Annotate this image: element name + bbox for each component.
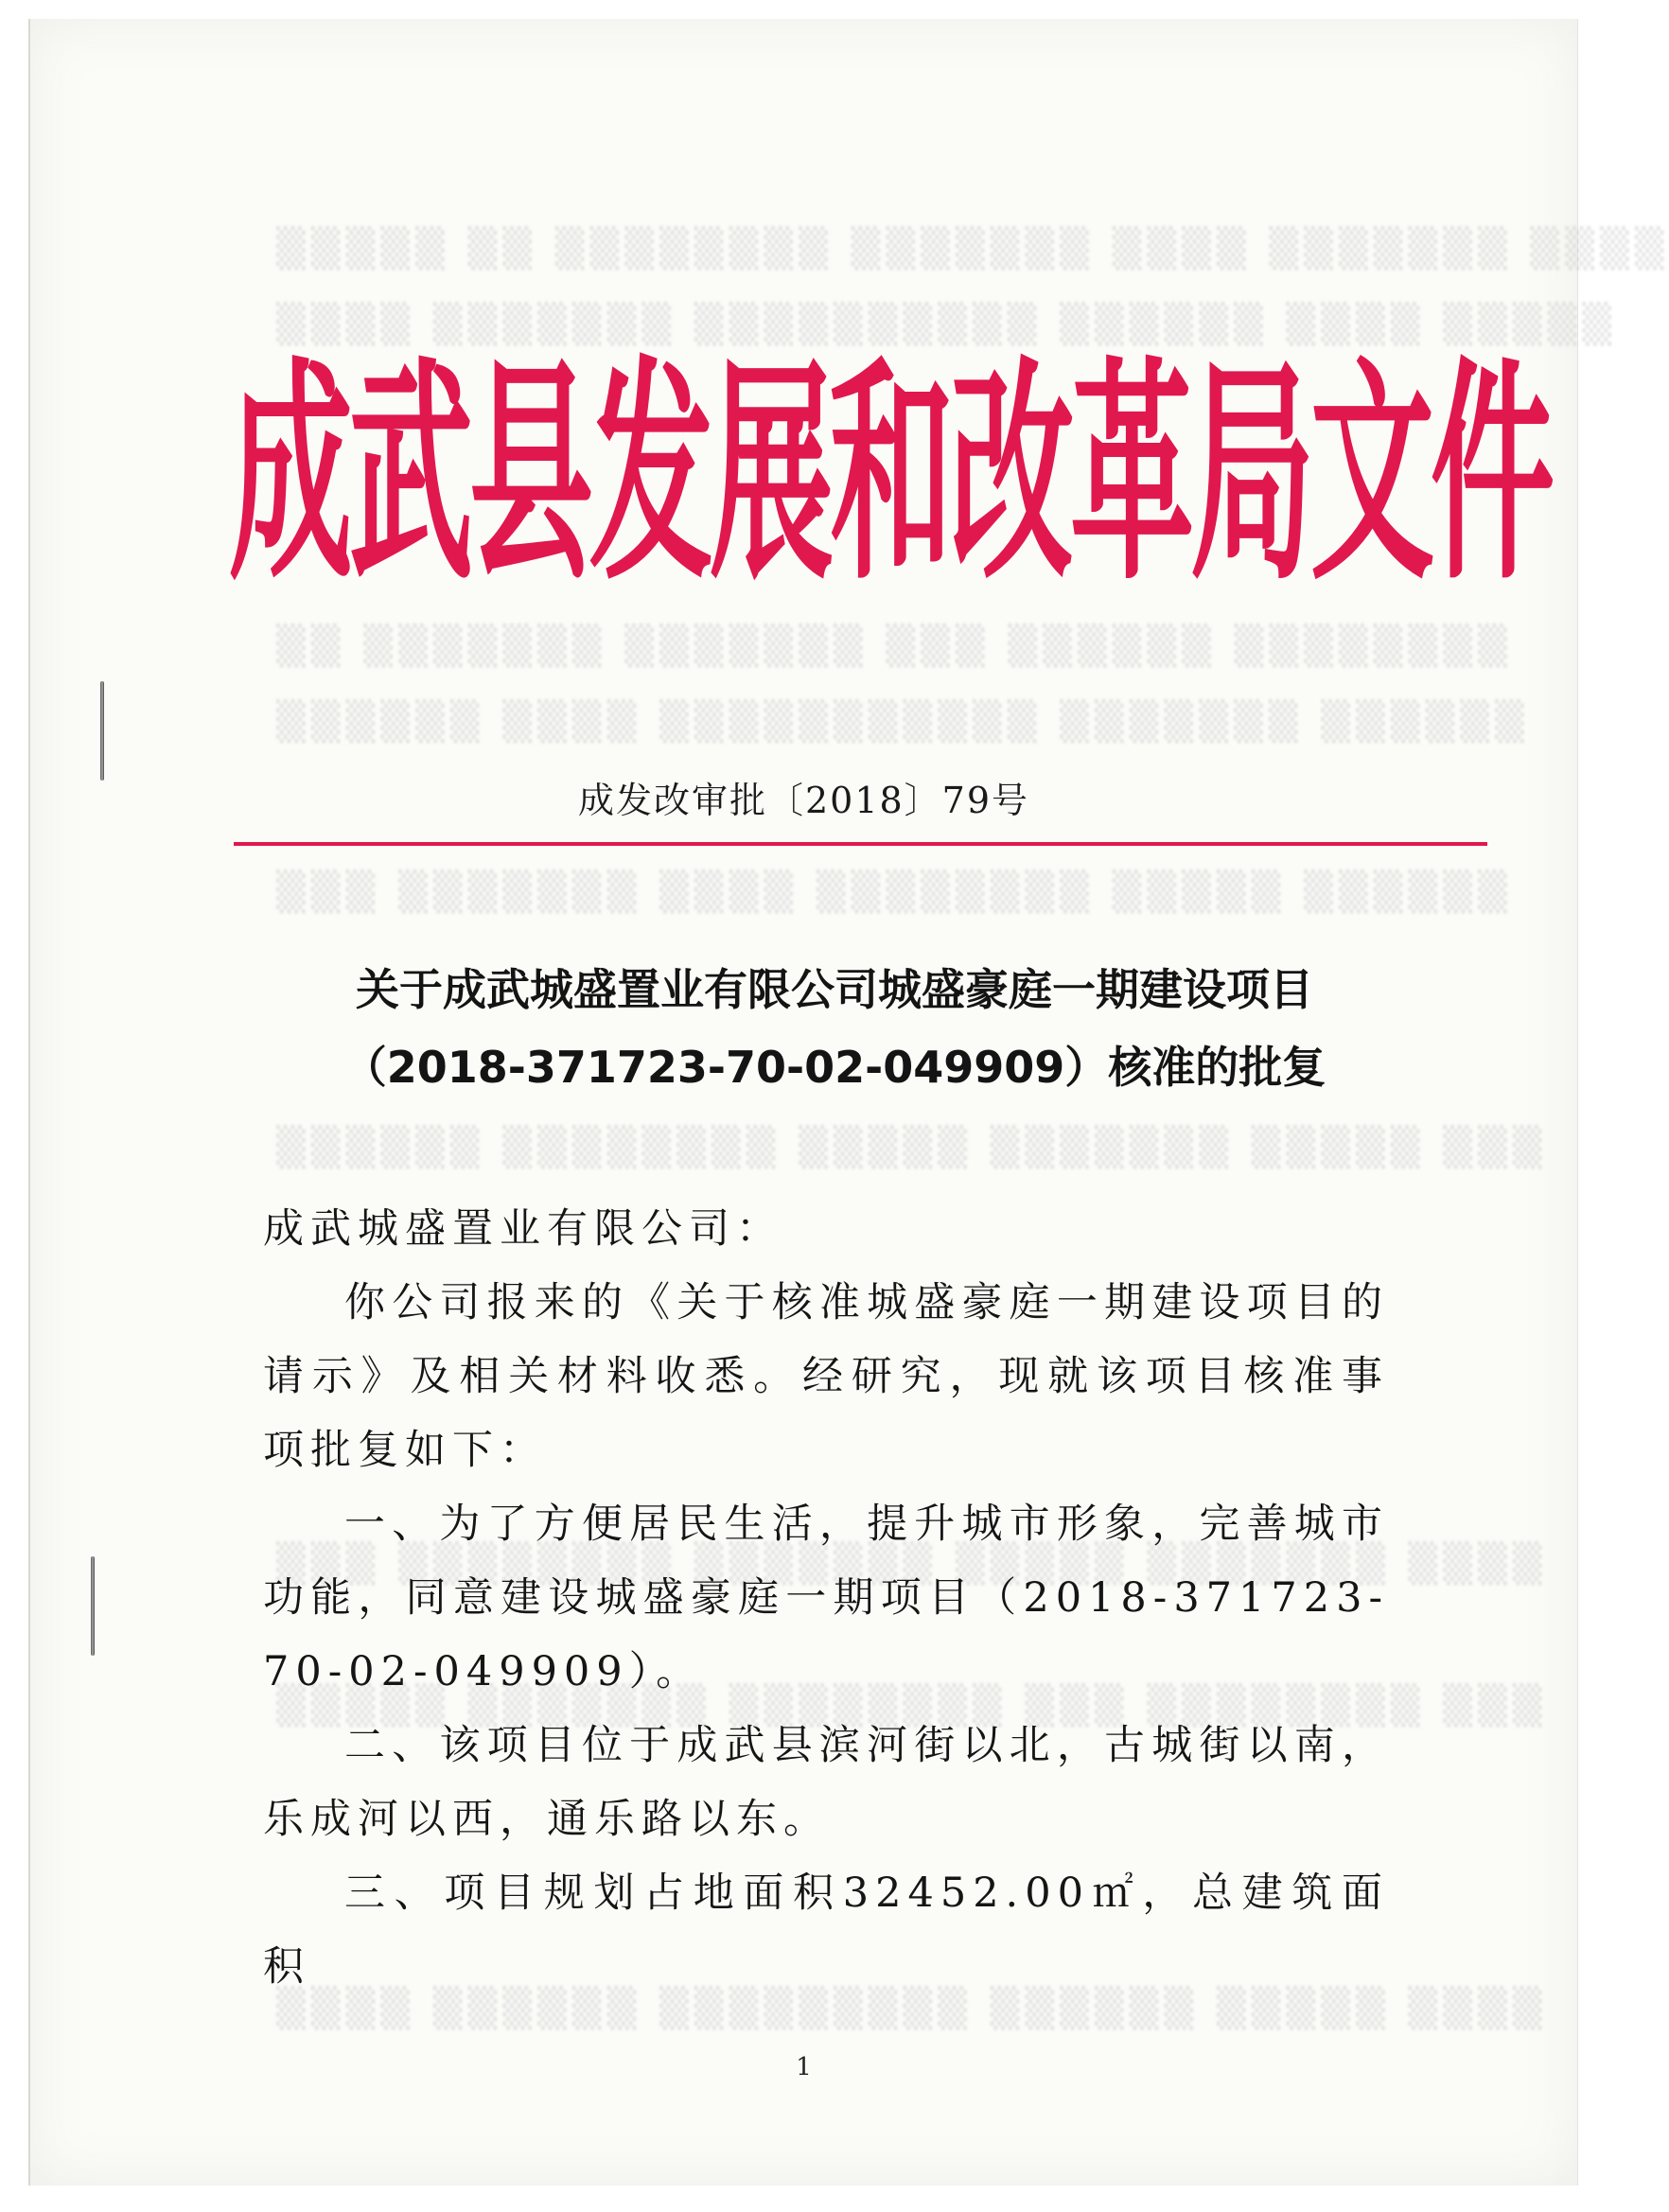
bleed-through-text: ▒▒▒▒▒ ▒▒▒▒▒▒▒ ▒▒▒▒▒▒▒▒ ▒▒▒ ▒▒▒▒▒▒▒▒ ▒▒▒ — [276, 1684, 1548, 1728]
document-title — [172, 951, 1497, 1106]
bleed-through-text: ▒▒▒ ▒▒▒▒▒▒▒ ▒▒▒▒ ▒▒▒▒▒▒▒▒ ▒▒▒▒▒ ▒▒▒▒▒▒ — [276, 870, 1513, 914]
title-line-1: 关于成武城盛置业有限公司城盛豪庭一期建设项目 — [356, 964, 1313, 1015]
document-number: 成发改审批〔2018〕79号 — [577, 780, 1030, 821]
paragraph: 一、为了方便居民生活，提升城市形象，完善城市功能，同意建设城盛豪庭一期项目（2018-371723-70-02-049909）。 — [263, 1501, 1389, 1695]
document-page — [28, 19, 1669, 2186]
bleed-through-text: ▒▒▒▒ ▒▒▒▒▒▒▒ ▒▒▒▒▒▒▒▒▒▒ ▒▒▒▒▒▒ ▒▒▒▒ ▒▒▒▒▒ — [276, 303, 1617, 346]
red-separator-line — [234, 842, 1487, 846]
document-masthead: 成武县发展和改革局文件 — [229, 334, 1552, 612]
paragraph: 你公司报来的《关于核准城盛豪庭一期建设项目的请示》及相关材料收悉。经研究，现就该项目核准事项批复如下： — [263, 1279, 1389, 1474]
page-number: 1 — [796, 2053, 812, 2081]
paragraph: 二、该项目位于成武县滨河街以北，古城街以南，乐成河以西，通乐路以东。 — [263, 1722, 1389, 1843]
bleed-through-text: ▒▒▒ ▒▒▒▒▒▒▒▒ ▒▒▒▒▒▒▒ ▒▒▒▒▒ ▒▒▒▒▒▒▒ ▒▒▒▒ — [276, 1542, 1548, 1586]
bleed-through-text: ▒▒▒▒ ▒▒▒▒▒▒ ▒▒▒▒▒▒▒▒▒ ▒▒▒▒▒▒ ▒▒▒▒▒ ▒▒▒▒ — [276, 1987, 1548, 2030]
bleed-through-text: ▒▒▒▒▒ ▒▒ ▒▒▒▒▒▒▒▒ ▒▒▒▒▒▒▒ ▒▒▒▒ ▒▒▒▒▒▒▒ ▒▒▒▒ — [276, 227, 1669, 271]
paragraph: 三、项目规划占地面积32452.00㎡，总建筑面积 — [263, 1870, 1389, 1991]
bleed-through-text: ▒▒ ▒▒▒▒▒▒▒ ▒▒▒▒▒▒▒ ▒▒▒ ▒▒▒▒▒▒ ▒▒▒▒▒▒▒▒ — [276, 624, 1513, 668]
title-line-2: （2018-371723-70-02-049909）核准的批复 — [343, 1042, 1326, 1093]
staple — [100, 681, 104, 781]
document-body — [263, 1192, 1389, 2004]
bleed-through-text: ▒▒▒▒▒▒ ▒▒▒▒ ▒▒▒▒▒▒▒▒▒▒▒ ▒▒▒▒▒▒▒ ▒▒▒▒▒▒ — [276, 700, 1530, 744]
staple — [91, 1556, 95, 1656]
salutation: 成武城盛置业有限公司： — [263, 1205, 783, 1253]
bleed-through-text: ▒▒▒▒▒▒ ▒▒▒▒▒▒▒▒ ▒▒▒▒▒ ▒▒▒▒▒▒▒ ▒▒▒▒▒ ▒▒▒ — [276, 1126, 1548, 1169]
